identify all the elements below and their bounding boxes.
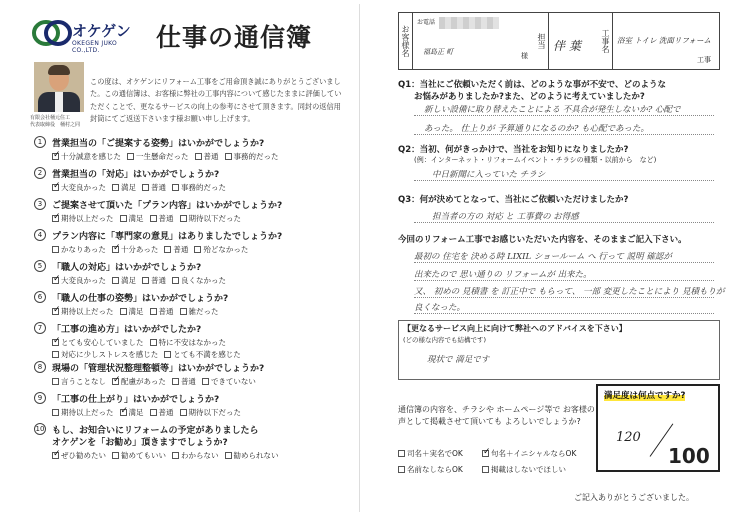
question-number: 2 [34,167,46,179]
option-label: 満足 [128,214,144,223]
checkbox[interactable] [164,246,171,253]
q4-answer-2: 出来たので 思い通りの リフォームが 出来た。 [414,270,592,280]
answer-line [414,280,714,281]
checkbox[interactable] [225,153,232,160]
option-item[interactable] [172,376,196,387]
question-text-2: オケゲンを「お勧め」頂きますでしょうか? [52,438,228,448]
option-item[interactable] [52,349,158,360]
option-label: とても安心していました [61,338,144,347]
checkbox[interactable] [112,184,119,191]
question-number: 9 [34,392,46,404]
president-company: 有限会社桶元住工 [30,115,71,121]
tanto-name: 伴 葉 [553,39,581,53]
q4-answer-3: 又、 初めの 見積書 を 訂正中で もらって、 一部 変更したことにより 見積もりが [414,287,725,297]
option-item[interactable] [120,213,144,224]
kouji-name: 浴室 トイレ 洗面リフォーム [617,36,712,45]
checkbox-checked[interactable] [52,215,59,222]
option-item[interactable] [120,407,144,418]
option-label: とても不満を感じた [173,350,241,359]
option-label: 掲載はしないでほしい [491,465,566,474]
answer-line [414,222,714,223]
option-item[interactable] [150,407,174,418]
checkbox[interactable] [180,409,187,416]
option-item[interactable] [194,244,248,255]
advice-answer: 現状で 満足です [427,355,490,365]
question-number: 6 [34,291,46,303]
logo-text: オケゲン [72,22,131,40]
checkbox[interactable] [225,452,232,459]
option-label: 配慮があった [121,377,166,386]
option-row [52,337,232,348]
q2-answer: 中日新聞に入っていた チラシ [432,170,546,180]
option-label: わからない [181,451,219,460]
customer-name: 福島正 町 [423,48,454,56]
checkbox[interactable] [180,308,187,315]
checkbox-checked[interactable] [52,339,59,346]
option-label: 普通 [158,307,174,316]
question-number: 5 [34,260,46,272]
option-item[interactable] [172,275,226,286]
q1-answer-1: 新しい設備に取り替えたことによる 不具合が発生しないか? 心配で [424,105,681,115]
checkbox[interactable] [164,351,171,358]
option-label: 大変良かった [61,276,106,285]
checkbox[interactable] [172,184,179,191]
checkbox[interactable] [112,452,119,459]
option-item[interactable] [142,182,166,193]
option-label: 対応に少しストレスを感じた [61,350,159,359]
question-text: 現場の「管理状況整理整頓等」はいかがでしょうか? [52,364,265,374]
option-item[interactable] [202,376,256,387]
option-item[interactable] [180,407,242,418]
checkbox-checked[interactable] [52,452,59,459]
option-item[interactable] [52,182,106,193]
question-number: 4 [34,229,46,241]
option-item[interactable] [180,306,219,317]
option-label: 普通 [151,183,166,192]
checkbox-checked[interactable] [52,184,59,191]
checkbox[interactable] [194,246,201,253]
option-item[interactable] [112,275,136,286]
advice-box [398,320,720,380]
checkbox[interactable] [398,450,405,457]
option-item[interactable] [52,213,114,224]
q4-answer-1: 最初の 住宅を 決める時 LIXIL ショールーム へ 行って 説明 確認が [414,252,672,262]
option-row [52,450,285,461]
score-denominator: 100 [668,444,710,468]
checkbox[interactable] [52,246,59,253]
option-row [52,244,254,255]
option-item[interactable] [52,407,114,418]
kouji-suffix: 工事 [697,56,711,64]
checkbox[interactable] [150,215,157,222]
score-label: 満足度は何点ですか? [604,391,686,401]
q2-text: Q2：当初、何がきっかけで、当社をお知りになりましたか? [398,145,629,155]
option-label: 満足 [121,183,136,192]
q3-text: Q3：何が決めてとなって、当社にご依頼いただけましたか? [398,195,629,205]
option-label: 満足 [121,276,136,285]
option-item[interactable] [164,349,241,360]
q4-text: 今回のリフォーム工事でお感じいただいた内容を、そのままご記入下さい。 [398,235,687,245]
option-item[interactable] [52,450,106,461]
question-text: 「職人の仕事の姿勢」はいかがでしょうか? [52,294,229,304]
option-item[interactable] [52,151,121,162]
question-text: 「工事の仕上がり」はいかがでしょうか? [52,395,220,405]
option-label: 一生懸命だった [136,152,189,161]
option-label: 普通 [151,276,166,285]
option-label: 司名＋実名でOK [407,449,463,458]
option-row [52,182,232,193]
checkbox[interactable] [52,378,59,385]
logo-subtext: OKEGEN JUKO CO.,LTD. [72,40,118,54]
option-label: ぜひ勧めたい [61,451,106,460]
option-item[interactable] [150,213,174,224]
logo-mark-icon [32,18,72,48]
sama-label: 様 [521,52,528,60]
option-item[interactable] [150,337,227,348]
customer-header [398,12,720,70]
publish-option[interactable] [482,448,576,459]
publish-option[interactable] [482,464,566,475]
option-label: 満足 [128,307,144,316]
checkbox-checked[interactable] [112,246,119,253]
q1-text-2: お悩みがありましたか?また、どのように考えていましたか? [414,92,645,102]
publish-option[interactable] [398,464,463,475]
option-item[interactable] [164,244,188,255]
option-item[interactable] [112,376,166,387]
question-number: 1 [34,136,46,148]
checkbox[interactable] [150,409,157,416]
question-text: 「職人の対応」はいかがでしょうか? [52,263,202,273]
page-title: 仕事の通信簿 [156,23,313,52]
option-item[interactable] [120,306,144,317]
question-number: 3 [34,198,46,210]
checkbox-checked[interactable] [52,277,59,284]
option-item[interactable] [52,306,114,317]
checkbox-checked[interactable] [52,153,59,160]
kouji-label: 工事名 [599,13,613,69]
question-number: 8 [34,361,46,373]
option-label: 普通 [158,214,174,223]
option-label: 勧められない [233,451,279,460]
option-label: 普通 [203,152,219,161]
option-item[interactable] [172,450,219,461]
option-label: 名前なしならOK [407,465,463,474]
option-label: 事務的だった [233,152,279,161]
score-value: 120 [616,430,641,445]
q1-answer-2: あった。 仕上りが 予算通りになるのか? も心配であった。 [424,124,649,134]
thanks-text: ご記入ありがとうございました。 [574,493,694,502]
checkbox-checked[interactable] [112,378,119,385]
option-label: 良くなかった [181,276,226,285]
answer-line [414,313,714,314]
option-row [52,151,285,162]
option-item[interactable] [127,151,189,162]
option-label: 勧めてもいい [121,451,166,460]
option-row [52,275,232,286]
question-text: プラン内容に「専門家の意見」はありましたでしょうか? [52,232,283,242]
option-label: 大変良かった [61,183,106,192]
option-label: 特に不安はなかった [158,338,226,347]
option-label: 句名＋イニシャルならOK [491,449,577,458]
tel-redacted [439,17,499,29]
checkbox[interactable] [180,215,187,222]
option-item[interactable] [52,244,106,255]
option-label: 十分あった [120,245,159,254]
option-item[interactable] [52,275,106,286]
tel-label: お電話 [417,19,436,26]
option-label: 満足 [128,408,144,417]
answer-line [414,115,714,116]
option-item[interactable] [225,151,279,162]
q4-answer-4: 良くなった。 [414,303,466,313]
checkbox-checked[interactable] [482,450,489,457]
checkbox[interactable] [150,339,157,346]
option-item[interactable] [180,213,242,224]
checkbox[interactable] [120,308,127,315]
option-item[interactable] [112,182,136,193]
option-label: 期待以上だった [61,408,114,417]
option-item[interactable] [52,337,144,348]
option-row [52,213,247,224]
checkbox[interactable] [172,378,179,385]
option-label: かなりあった [61,245,106,254]
q3-answer: 担当者の方の 対応 と 工事費の お得感 [432,212,579,222]
intro-text: この度は、オケゲンにリフォーム工事をご用命頂き誠にありがとうございました。この通信簿は、お客様に弊社の工事内容について感じたままに評価していただくことで、更なるサービスの向上の参考にさせて頂きます。同封の返信用封筒にてご返送下さいます様お願い申し上げます。 [90,77,342,124]
checkbox[interactable] [112,277,119,284]
question-text: 営業担当の「ご提案する姿勢」はいかがでしょうか? [52,139,265,149]
answer-line [414,134,714,135]
checkbox-checked[interactable] [120,409,127,416]
checkbox[interactable] [142,184,149,191]
option-label: 事務的だった [181,183,226,192]
tanto-label: 担当 [535,13,549,69]
option-label: 期待以下だった [188,214,241,223]
option-label: 普通 [173,245,189,254]
option-row [52,376,262,387]
option-label: 言うことなし [61,377,106,386]
option-label: 普通 [158,408,174,417]
customer-label: お客様名 [399,13,413,69]
right-page [368,4,726,512]
answer-line [414,262,714,263]
question-text: 営業担当の「対応」はいかがでしょうか? [52,170,220,180]
option-item[interactable] [225,450,279,461]
option-label: 十分誠意を感じた [61,152,121,161]
option-label: できていない [210,377,256,386]
checkbox[interactable] [398,466,405,473]
question-number: 10 [35,425,45,433]
q1-text: Q1：当社にご依頼いただく前は、どのような事が不安で、どのような [398,80,666,90]
checkbox[interactable] [172,277,179,284]
checkbox-checked[interactable] [52,308,59,315]
checkbox[interactable] [52,409,59,416]
question-text: 「工事の進め方」はいかがでしたか? [52,325,202,335]
option-item[interactable] [142,275,166,286]
option-item[interactable] [195,151,219,162]
advice-sub: (どの様な内容でも結構です) [403,336,487,344]
question-text: もし、お知合いにリフォームの予定がありましたら [52,426,259,436]
president-photo [34,62,84,112]
company-logo [32,18,142,52]
president-name: 代表取締役 桶村之同 [30,122,81,128]
checkbox[interactable] [202,378,209,385]
answer-line [414,180,714,181]
checkbox[interactable] [127,153,134,160]
option-label: 殆どなかった [203,245,249,254]
answer-line [414,297,714,298]
left-page [4,4,360,512]
checkbox[interactable] [195,153,202,160]
question-number: 7 [34,322,46,334]
option-label: 普通 [180,377,196,386]
q2-sub: (例：インターネット・リフォームイベント・チラシの種類・以前から など) [414,156,657,164]
option-label: 期待以上だった [61,214,114,223]
option-label: 雑だった [188,307,219,316]
option-row [52,349,247,360]
publish-question: 通信簿の内容を、チラシや ホームページ等で お客様の声として掲載させて頂いても よろしいでしょうか? [398,405,595,426]
option-label: 期待以下だった [188,408,241,417]
option-item[interactable] [52,376,106,387]
option-row [52,306,225,317]
checkbox[interactable] [142,277,149,284]
question-text: ご提案させて頂いた「プラン内容」はいかがでしょうか? [52,201,283,211]
option-row [52,407,247,418]
score-box [596,384,720,472]
checkbox[interactable] [172,452,179,459]
option-label: 期待以上だった [61,307,114,316]
advice-title: 【更なるサービス向上に向けて弊社へのアドバイスを下さい】 [403,324,627,333]
checkbox[interactable] [150,308,157,315]
checkbox[interactable] [482,466,489,473]
option-item[interactable] [112,450,166,461]
option-item[interactable] [172,182,226,193]
checkbox[interactable] [52,351,59,358]
checkbox[interactable] [120,215,127,222]
option-item[interactable] [150,306,174,317]
publish-option[interactable] [398,448,463,459]
option-item[interactable] [112,244,158,255]
